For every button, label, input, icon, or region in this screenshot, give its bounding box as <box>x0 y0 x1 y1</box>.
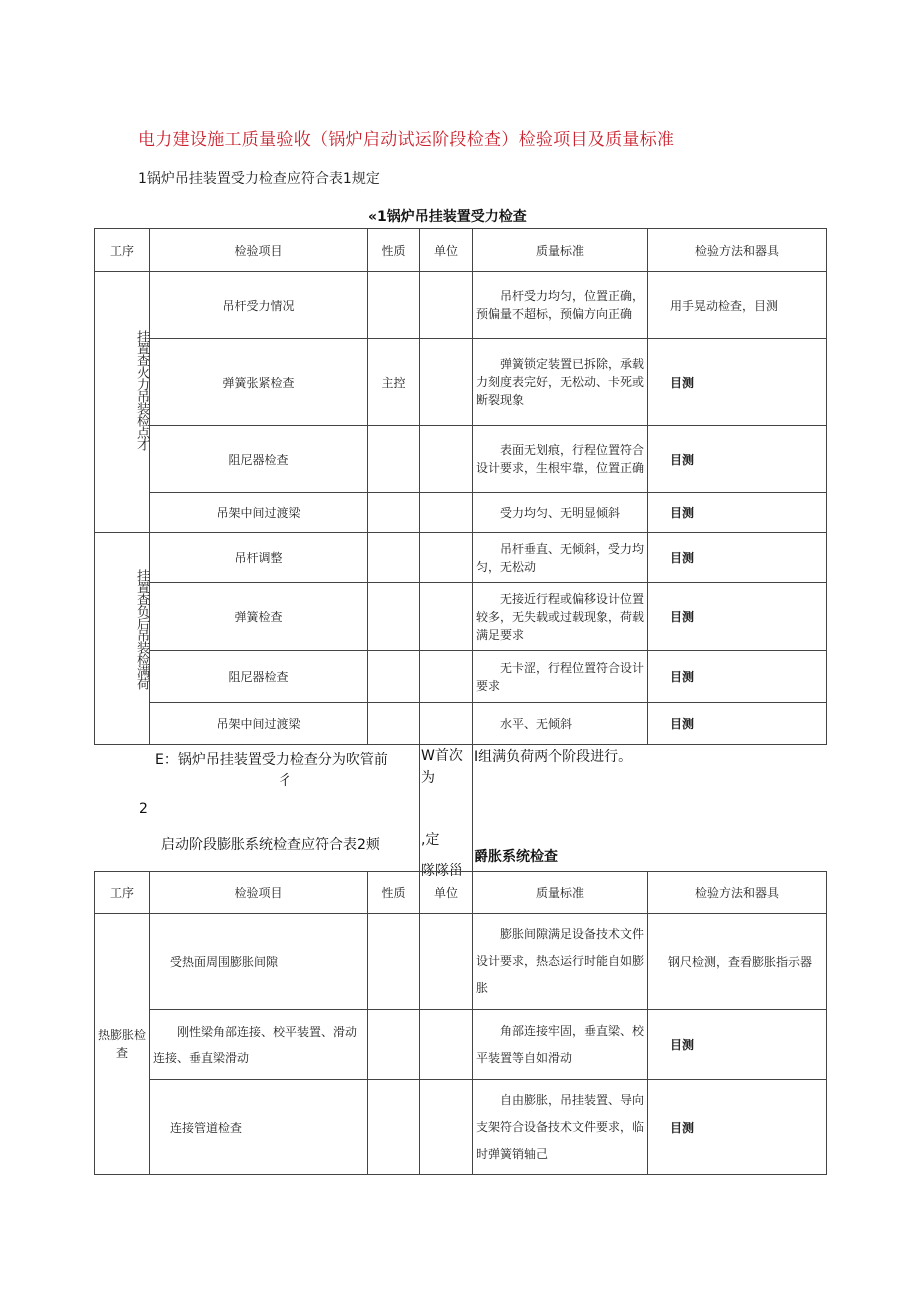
item-cell: 弹簧张紧检查 <box>150 339 368 426</box>
nature-cell <box>368 426 420 493</box>
group-label-load: 挂置查负后吊装检满荷 <box>95 533 150 745</box>
table-2-caption: 爵胀系统检查 <box>474 849 558 865</box>
table-1-header-row <box>95 229 827 272</box>
nature-cell <box>368 1010 420 1080</box>
table-row <box>95 533 827 583</box>
document-title: 电力建设施工质量验收（锅炉启动试运阶段检查）检验项目及质量标准 <box>138 130 675 150</box>
note-fragment: E：锅炉吊挂装置受力检查分为吹管前 <box>155 752 388 768</box>
method-cell: 目测 <box>648 493 827 533</box>
standard-cell: 无接近行程或偏移设计位置较多，无失载或过载现象，荷载满足要求 <box>473 583 648 651</box>
standard-cell: 吊杆受力均匀，位置正确，预偏量不超标，预偏方向正确 <box>473 272 648 339</box>
table-row <box>95 493 827 533</box>
header-unit: 单位 <box>420 229 473 272</box>
group-label-cold: 挂置查火力吊装检点才 <box>95 272 150 533</box>
header-standard: 质量标准 <box>473 872 648 914</box>
method-cell: 目测 <box>648 703 827 745</box>
standard-cell: 自由膨胀，吊挂装置、导向支架符合设备技术文件要求，临时弹簧销轴己 <box>473 1080 648 1175</box>
unit-cell <box>420 533 473 583</box>
header-item: 检验项目 <box>150 872 368 914</box>
nature-cell <box>368 272 420 339</box>
table-row <box>95 1080 827 1175</box>
nature-cell <box>368 533 420 583</box>
table-1-caption: «1锅炉吊挂装置受力检查 <box>368 209 527 225</box>
method-cell: 目测 <box>648 1010 827 1080</box>
item-cell: 吊架中间过渡梁 <box>150 703 368 745</box>
note-fragment: 彳 <box>278 773 292 789</box>
nature-cell <box>368 703 420 745</box>
header-nature: 性质 <box>368 872 420 914</box>
item-cell: 弹簧检查 <box>150 583 368 651</box>
item-cell: 受热面周围膨胀间隙 <box>150 914 368 1010</box>
table-row <box>95 1010 827 1080</box>
section-1-heading: 1锅炉吊挂装置受力检查应符合表1规定 <box>138 171 380 187</box>
method-cell: 目测 <box>648 583 827 651</box>
method-cell: 用手晃动检查，目测 <box>648 272 827 339</box>
table-2-header-row <box>95 872 827 914</box>
group-label-expansion: 热膨胀检查 <box>95 914 150 1175</box>
item-cell: 刚性梁角部连接、校平装置、滑动连接、垂直梁滑动 <box>150 1010 368 1080</box>
column-divider <box>472 744 473 871</box>
nature-cell: 主控 <box>368 339 420 426</box>
method-cell: 目测 <box>648 426 827 493</box>
unit-cell <box>420 426 473 493</box>
note-fragment: 隊隊甾 <box>421 863 463 879</box>
method-cell: 目测 <box>648 1080 827 1175</box>
nature-cell <box>368 914 420 1010</box>
nature-cell <box>368 651 420 703</box>
note-fragment: W首次 <box>421 748 463 764</box>
method-cell: 钢尺检测，查看膨胀指示器 <box>648 914 827 1010</box>
standard-cell: 受力均匀、无明显倾斜 <box>473 493 648 533</box>
standard-cell: 水平、无倾斜 <box>473 703 648 745</box>
nature-cell <box>368 1080 420 1175</box>
standard-cell: 表面无划痕，行程位置符合设计要求，生根牢靠，位置正确 <box>473 426 648 493</box>
header-method: 检验方法和器具 <box>648 872 827 914</box>
table-row <box>95 339 827 426</box>
item-cell: 阻尼器检查 <box>150 651 368 703</box>
table-row <box>95 426 827 493</box>
standard-cell: 膨胀间隙满足设备技术文件设计要求，热态运行时能自如膨胀 <box>473 914 648 1010</box>
unit-cell <box>420 339 473 426</box>
item-cell: 连接管道检查 <box>150 1080 368 1175</box>
method-cell: 目测 <box>648 339 827 426</box>
method-cell: 目测 <box>648 533 827 583</box>
header-method: 检验方法和器具 <box>648 229 827 272</box>
section-2-number: 2 <box>139 801 148 817</box>
unit-cell <box>420 1080 473 1175</box>
standard-cell: 无卡涩，行程位置符合设计要求 <box>473 651 648 703</box>
table-row <box>95 651 827 703</box>
unit-cell <box>420 272 473 339</box>
note-fragment: 为 <box>421 770 435 786</box>
unit-cell <box>420 703 473 745</box>
note-fragment: I组满负荷两个阶段进行。 <box>474 749 633 765</box>
column-divider <box>419 744 420 871</box>
table-row <box>95 583 827 651</box>
table-1 <box>94 228 827 745</box>
header-unit: 单位 <box>420 872 473 914</box>
unit-cell <box>420 583 473 651</box>
unit-cell <box>420 1010 473 1080</box>
item-cell: 吊杆调整 <box>150 533 368 583</box>
unit-cell <box>420 914 473 1010</box>
header-standard: 质量标准 <box>473 229 648 272</box>
table-2 <box>94 871 827 1175</box>
table-row <box>95 703 827 745</box>
unit-cell <box>420 493 473 533</box>
section-2-heading: 启动阶段膨胀系统检查应符合表2颊 <box>161 837 380 853</box>
header-nature: 性质 <box>368 229 420 272</box>
header-process: 工序 <box>95 229 150 272</box>
standard-cell: 吊杆垂直、无倾斜，受力均匀，无松动 <box>473 533 648 583</box>
nature-cell <box>368 583 420 651</box>
note-fragment: ,定 <box>421 832 440 848</box>
standard-cell: 弹簧锁定装置已拆除，承载力刻度表完好，无松动、卡死或断裂现象 <box>473 339 648 426</box>
unit-cell <box>420 651 473 703</box>
table-row <box>95 272 827 339</box>
item-cell: 吊杆受力情况 <box>150 272 368 339</box>
standard-cell: 角部连接牢固，垂直梁、校平装置等自如滑动 <box>473 1010 648 1080</box>
item-cell: 阻尼器检查 <box>150 426 368 493</box>
header-process: 工序 <box>95 872 150 914</box>
nature-cell <box>368 493 420 533</box>
table-row <box>95 914 827 1010</box>
method-cell: 目测 <box>648 651 827 703</box>
header-item: 检验项目 <box>150 229 368 272</box>
item-cell: 吊架中间过渡梁 <box>150 493 368 533</box>
